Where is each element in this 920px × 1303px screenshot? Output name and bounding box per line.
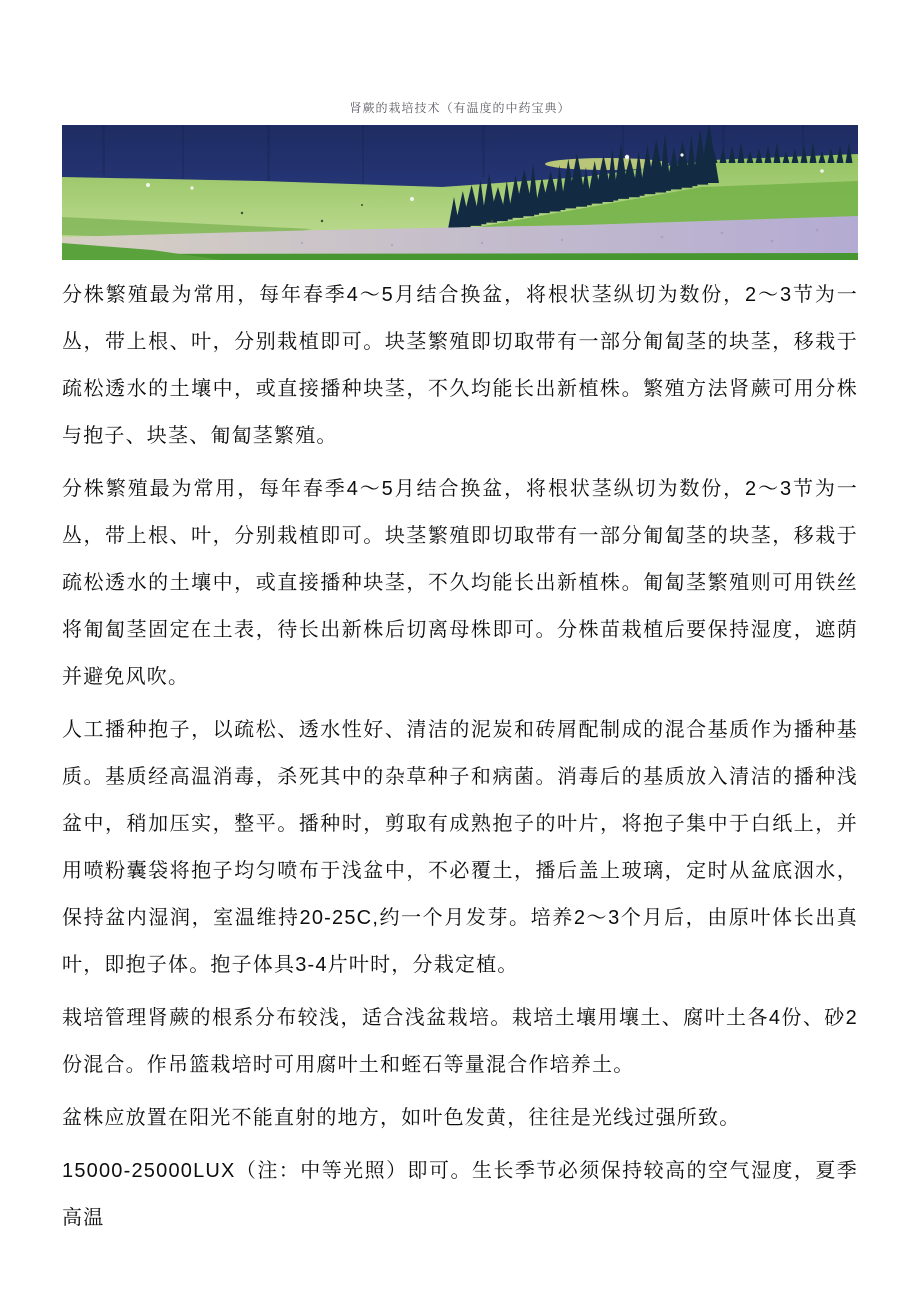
document-title: 肾蕨的栽培技术（有温度的中药宝典）	[349, 101, 571, 115]
paragraph-light-placement: 盆株应放置在阳光不能直射的地方，如叶色发黄，往往是光线过强所致。	[62, 1107, 741, 1129]
paragraph-lux-humidity: 15000-25000LUX（注：中等光照）即可。生长季节必须保持较高的空气湿度，夏季高温	[62, 1160, 858, 1229]
document-body	[62, 260, 858, 1242]
paragraph-spore-sowing: 人工播种抱子，以疏松、透水性好、清洁的泥炭和砖屑配制成的混合基质作为播种基质。基质经高温消毒，杀死其中的杂草种子和病菌。消毒后的基质放入清洁的播种浅盆中，稍加压实，整平。播种时，剪取有成熟抱子的叶片，将抱子集中于白纸上，并用喷粉囊袋将抱子均匀喷布于浅盆中，不必覆土，播后盖上玻璃，定时从盆底洇水，保持盆内湿润，室温维持20-25C,约一个月发芽。培养2～3个月后，由原叶体长出真叶，即抱子体。抱子体具3-4片叶时，分栽定植。	[62, 719, 858, 976]
paragraph-propagation-2: 分株繁殖最为常用，每年春季4～5月结合换盆，将根状茎纵切为数份，2～3节为一丛，带上根、叶，分别栽植即可。块茎繁殖即切取带有一部分匍匐茎的块茎，移栽于疏松透水的土壤中，或直接播种块茎，不久均能长出新植株。匍匐茎繁殖则可用铁丝将匍匐茎固定在土表，待长出新株后切离母株即可。分株苗栽植后要保持湿度，遮荫并避免风吹。	[62, 478, 858, 688]
paragraph-propagation-1: 分株繁殖最为常用，每年春季4～5月结合换盆，将根状茎纵切为数份，2～3节为一丛，带上根、叶，分别栽植即可。块茎繁殖即切取带有一部分匍匐茎的块茎，移栽于疏松透水的土壤中，或直接播种块茎，不久均能长出新植株。繁殖方法肾蕨可用分株与抱子、块茎、匍匐茎繁殖。	[62, 284, 858, 447]
landscape-photo-graphic	[62, 125, 858, 260]
paragraph-cultivation-soil: 栽培管理肾蕨的根系分布较浅，适合浅盆栽培。栽培土壤用壤土、腐叶土各4份、砂2份混合。作吊篮栽培时可用腐叶土和蛭石等量混合作培养土。	[62, 1007, 858, 1076]
landscape-photo	[62, 125, 858, 260]
